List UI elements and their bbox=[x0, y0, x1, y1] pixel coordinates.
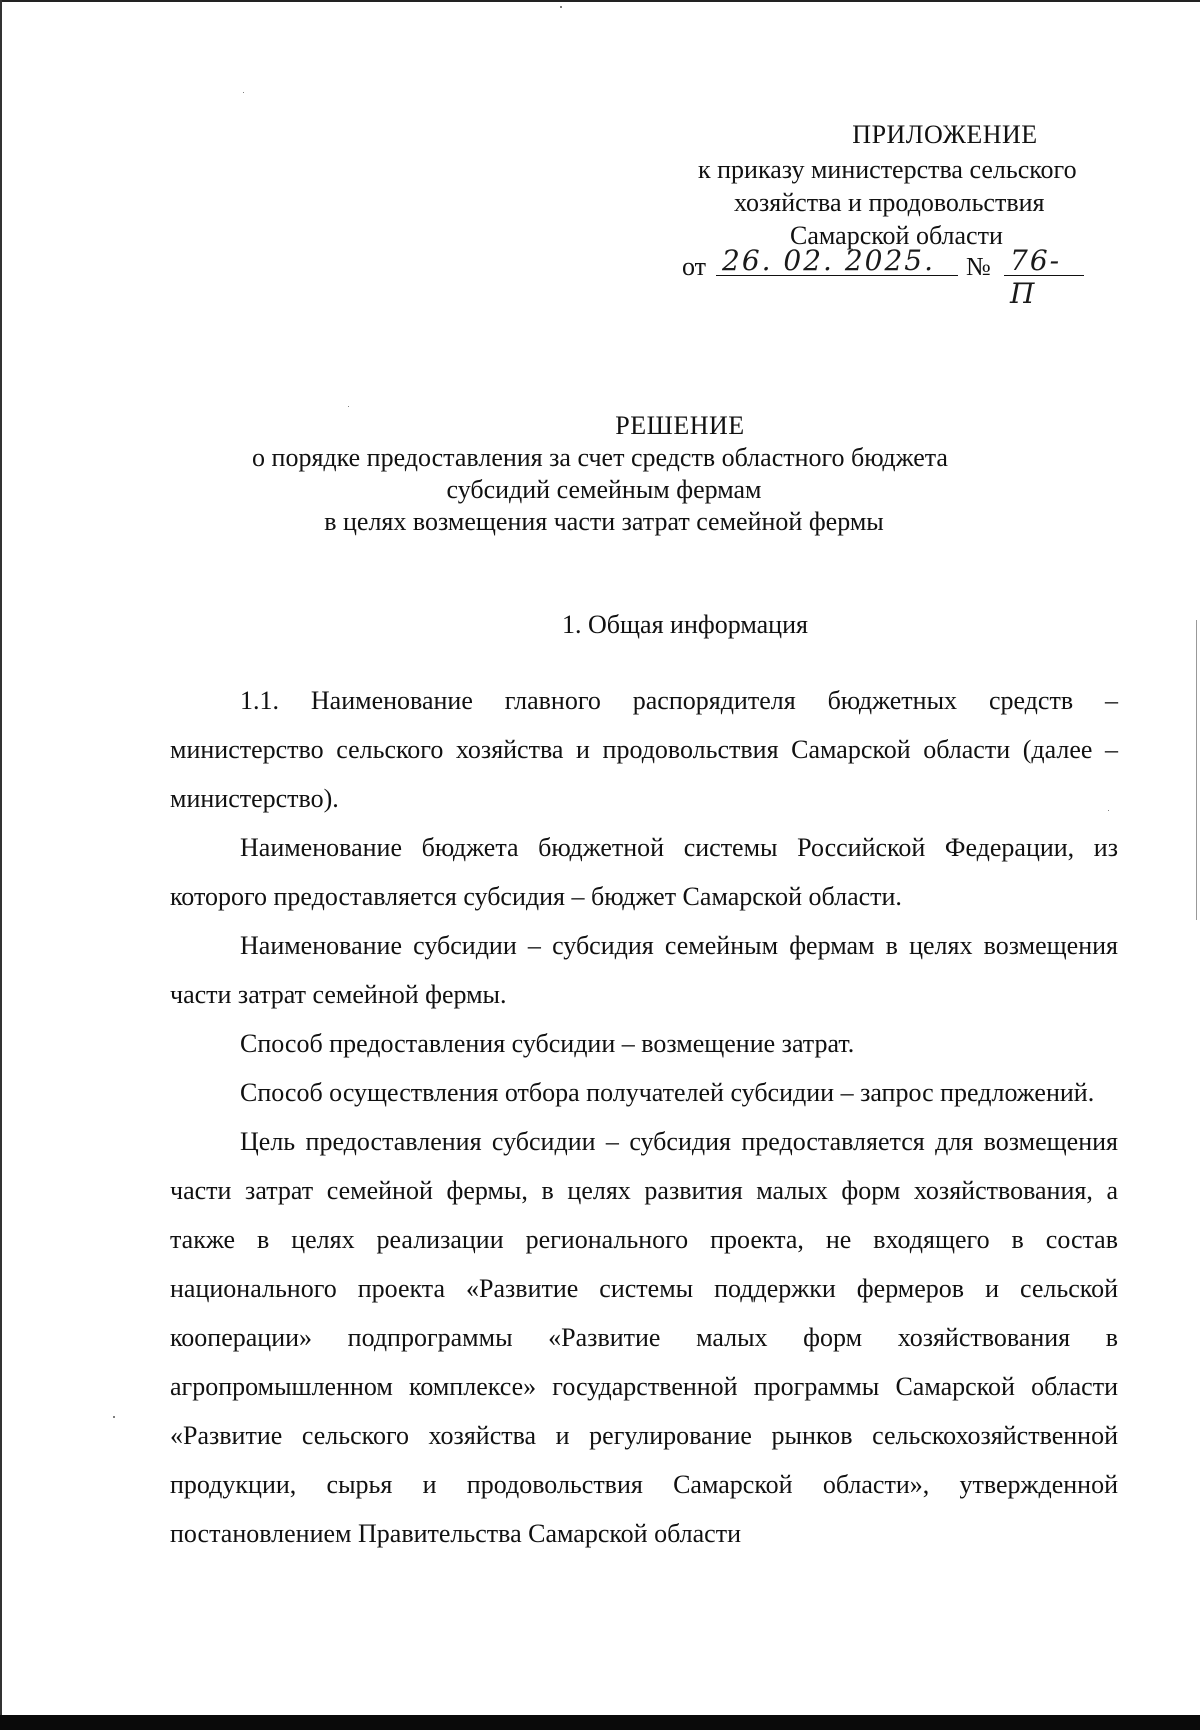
paragraph: Цель предоставления субсидии – субсидия предоставляется для возмещения части затрат семейной фермы, в целях развития малых форм хозяйствования, а также в целях реализации регионального проекта, не входящего в состав национального проекта «Развитие системы поддержки фермеров и сельской кооперации» подпрограммы «Развитие малых форм хозяйствования в агропромышленном комплексе» государственной программы Самарской области «Развитие сельского хозяйства и регулирование рынков сельскохозяйственной продукции, сырья и продовольствия Самарской области», утвержденной постановлением Правительства Самарской области bbox=[170, 1127, 1118, 1548]
scan-bottom-edge bbox=[0, 1715, 1200, 1730]
scan-top-edge bbox=[0, 0, 1200, 2]
decision-subtitle-line-1: о порядке предоставления за счет средств областного бюджета bbox=[252, 443, 948, 472]
scan-right-edge bbox=[1196, 620, 1200, 920]
section-heading: 1. Общая информация bbox=[562, 610, 808, 639]
paragraph: Наименование субсидии – субсидия семейным фермам в целях возмещения части затрат семейной фермы. bbox=[170, 931, 1118, 1009]
paragraph: Наименование бюджета бюджетной системы Российской Федерации, из которого предоставляется субсидия – бюджет Самарской области. bbox=[170, 833, 1118, 911]
paragraph: 1.1. Наименование главного распорядителя бюджетных средств – министерство сельского хозяйства и продовольствия Самарской области (далее – министерство). bbox=[170, 686, 1118, 813]
scan-left-edge bbox=[0, 0, 2, 1730]
appendix-line-2: хозяйства и продовольствия bbox=[734, 188, 1045, 217]
order-reference bbox=[682, 244, 1200, 310]
appendix-title: ПРИЛОЖЕНИЕ bbox=[852, 120, 1038, 149]
appendix-line-1: к приказу министерства сельского bbox=[698, 155, 1077, 184]
order-date-handwritten: 26. 02. 2025. bbox=[716, 244, 958, 276]
number-label: № bbox=[966, 252, 991, 281]
decision-subtitle-line-3: в целях возмещения части затрат семейной фермы bbox=[324, 507, 884, 536]
date-label: от bbox=[682, 252, 707, 281]
document-body bbox=[170, 676, 1118, 1558]
scan-speck bbox=[560, 6, 562, 8]
order-number-handwritten: 76-П bbox=[1004, 244, 1084, 276]
scan-speck bbox=[348, 406, 349, 407]
scan-speck bbox=[113, 1416, 115, 1418]
appendix-line-3: Самарской области bbox=[790, 221, 1003, 250]
paragraph: Способ осуществления отбора получателей субсидии – запрос предложений. bbox=[240, 1078, 1095, 1107]
decision-title-block bbox=[0, 410, 1200, 538]
scan-speck bbox=[243, 92, 244, 93]
paragraph: Способ предоставления субсидии – возмещение затрат. bbox=[240, 1029, 855, 1058]
decision-subtitle-line-2: субсидий семейным фермам bbox=[446, 475, 762, 504]
decision-title: РЕШЕНИЕ bbox=[615, 411, 745, 440]
